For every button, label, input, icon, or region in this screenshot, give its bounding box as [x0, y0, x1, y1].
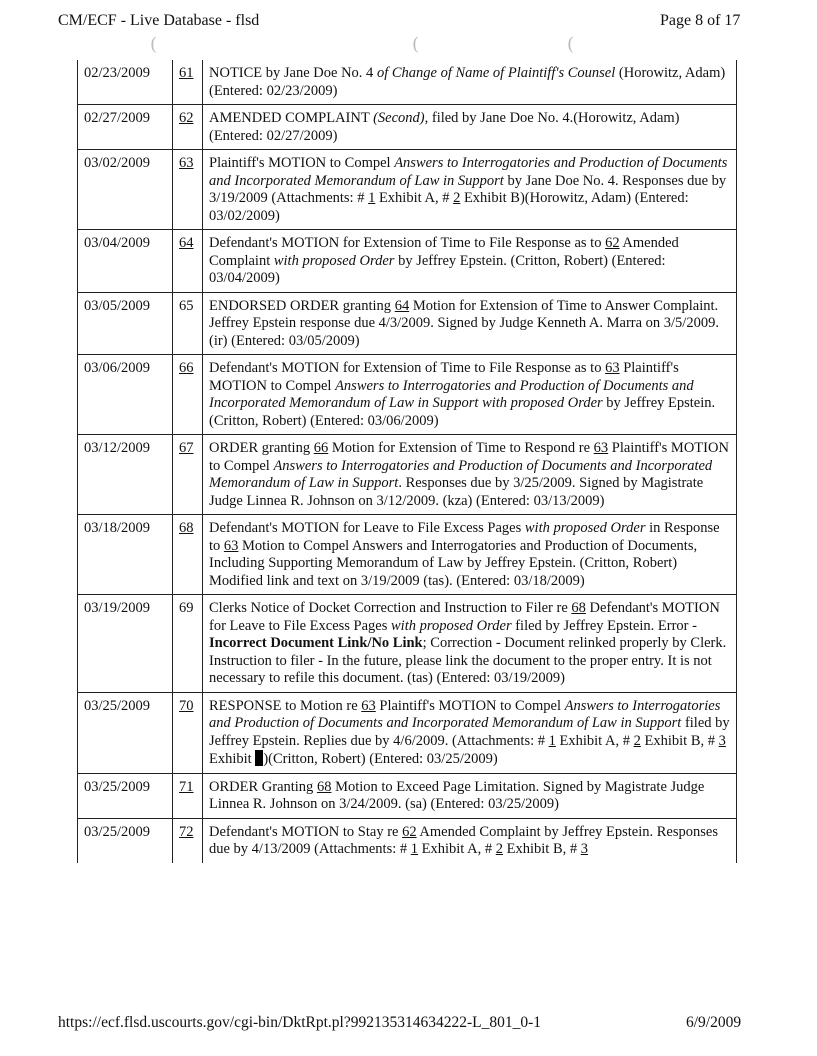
entry-text: Plaintiff's MOTION to Compel Answers to Interrogatories and Production of Documents and Incorporated Memorandum of Law in Support by Jane Doe No. 4. Responses due by 3/19/2009 (Attachments: # 1 Exhibit A, # 2 Exhibit B)(Horowitz, Adam) (Entered: 03/02/2009): [203, 150, 737, 230]
attachment-link[interactable]: 1: [368, 190, 376, 206]
entry-number: 69: [179, 600, 194, 616]
entry-number-link[interactable]: 62: [179, 110, 194, 126]
docket-ref-link[interactable]: 64: [394, 297, 410, 314]
entry-number-link[interactable]: 66: [179, 360, 194, 376]
attachment-link[interactable]: 2: [495, 841, 504, 857]
entry-date: 03/04/2009: [78, 230, 173, 293]
attachment-link[interactable]: 3: [580, 841, 589, 857]
docket-entry: [78, 692, 737, 773]
entry-date: 03/05/2009: [78, 292, 173, 355]
entry-text: ENDORSED ORDER granting 64 Motion for Extension of Time to Answer Complaint. Jeffrey Epstein response due 4/3/2009. Signed by Judge Kenneth A. Marra on 3/5/2009. (ir) (Entered: 03/05/2009): [203, 292, 737, 355]
docket-entry: [78, 435, 737, 515]
entry-date: 03/25/2009: [78, 818, 173, 863]
entry-number: 65: [179, 297, 194, 314]
entry-number-link[interactable]: 67: [179, 440, 194, 456]
entry-number-link[interactable]: 68: [179, 520, 194, 536]
scan-mark: (: [150, 34, 158, 55]
docket-table: [77, 60, 737, 863]
docket-entry: [78, 230, 737, 293]
entry-text: AMENDED COMPLAINT (Second), filed by Jane Doe No. 4.(Horowitz, Adam) (Entered: 02/27/2009): [203, 105, 737, 150]
footer-url: https://ecf.flsd.uscourts.gov/cgi-bin/DktRpt.pl?992135314634222-L_801_0-1: [58, 1014, 542, 1031]
entry-date: 02/27/2009: [78, 105, 173, 150]
entry-text: RESPONSE to Motion re 63 Plaintiff's MOTION to Compel Answers to Interrogatories and Production of Documents and Incorporated Memorandum of Law in Support filed by Jeffrey Epstein. Replies due by 4/6/2009. (Attachments: # 1 Exhibit A, # 2 Exhibit B, # 3 Exhibit )(Critton, Robert) (Entered: 03/25/2009): [203, 692, 737, 773]
entry-text: Defendant's MOTION for Extension of Time to File Response as to 62 Amended Complaint with proposed Order by Jeffrey Epstein. (Critton, Robert) (Entered: 03/04/2009): [203, 230, 737, 293]
entry-number-link[interactable]: 72: [179, 823, 194, 840]
entry-text: ORDER Granting 68 Motion to Exceed Page Limitation. Signed by Magistrate Judge Linnea R. Johnson on 3/24/2009. (sa) (Entered: 03/25/2009): [203, 773, 737, 818]
entry-date: 03/25/2009: [78, 773, 173, 818]
docket-ref-link[interactable]: 63: [593, 440, 609, 456]
docket-ref-link[interactable]: 68: [571, 600, 586, 616]
entry-date: 02/23/2009: [78, 60, 173, 105]
docket-ref-link[interactable]: 63: [605, 360, 620, 376]
entry-date: 03/19/2009: [78, 595, 173, 693]
docket-entry: [78, 60, 737, 105]
entry-text: ORDER granting 66 Motion for Extension of Time to Respond re 63 Plaintiff's MOTION to Compel Answers to Interrogatories and Production of Documents and Incorporated Memorandum of Law in Support. Responses due by 3/25/2009. Signed by Magistrate Judge Linnea R. Johnson on 3/12/2009. (kza) (Entered: 03/13/2009): [203, 435, 737, 515]
entry-number-link[interactable]: 64: [179, 235, 194, 251]
attachment-link[interactable]: 1: [548, 732, 556, 749]
docket-ref-link[interactable]: 66: [313, 440, 329, 456]
entry-text: Defendant's MOTION to Stay re 62 Amended Complaint by Jeffrey Epstein. Responses due by 4/13/2009 (Attachments: # 1 Exhibit A, # 2 Exhibit B, # 3: [203, 818, 737, 863]
docket-entry: [78, 515, 737, 595]
entry-text: Clerks Notice of Docket Correction and Instruction to Filer re 68 Defendant's MOTION for Leave to File Excess Pages with proposed Order filed by Jeffrey Epstein. Error - Incorrect Document Link/No Link; Correction - Document relinked properly by Clerk. Instruction to filer - In the future, please link the document to the proper entry. It is not necessary to refile this document. (tas) (Entered: 03/19/2009): [203, 595, 737, 693]
page-number: Page 8 of 17: [660, 12, 741, 29]
entry-text: Defendant's MOTION for Leave to File Excess Pages with proposed Order in Response to 63 Motion to Compel Answers and Interrogatories and Production of Documents, Including Supporting Memorandum of Law by Jeffrey Epstein. (Critton, Robert) Modified link and text on 3/19/2009 (tas). (Entered: 03/18/2009): [203, 515, 737, 595]
scan-mark: (: [567, 34, 575, 55]
docket-entry: [78, 595, 737, 693]
docket-entry: [78, 355, 737, 435]
entry-date: 03/12/2009: [78, 435, 173, 515]
entry-number-link[interactable]: 70: [179, 697, 194, 714]
docket-ref-link[interactable]: 68: [316, 778, 332, 795]
attachment-link[interactable]: 2: [633, 732, 641, 749]
entry-text: Defendant's MOTION for Extension of Time to File Response as to 63 Plaintiff's MOTION to Compel Answers to Interrogatories and Production of Documents and Incorporated Memorandum of Law in Support with proposed Order by Jeffrey Epstein. (Critton, Robert) (Entered: 03/06/2009): [203, 355, 737, 435]
docket-ref-link[interactable]: 63: [361, 697, 376, 714]
docket-entry: [78, 818, 737, 863]
attachment-link[interactable]: 2: [453, 190, 461, 206]
entry-date: 03/06/2009: [78, 355, 173, 435]
docket-ref-link[interactable]: 63: [223, 537, 239, 554]
docket-entry: [78, 773, 737, 818]
entry-date: 03/02/2009: [78, 150, 173, 230]
docket-ref-link[interactable]: 62: [402, 823, 417, 840]
docket-entry: [78, 105, 737, 150]
entry-number-link[interactable]: 71: [179, 778, 194, 795]
attachment-link[interactable]: 3: [718, 732, 726, 749]
entry-text: NOTICE by Jane Doe No. 4 of Change of Name of Plaintiff's Counsel (Horowitz, Adam) (Entered: 02/23/2009): [203, 60, 737, 105]
entry-date: 03/18/2009: [78, 515, 173, 595]
docket-entry: [78, 150, 737, 230]
docket-entry: [78, 292, 737, 355]
entry-date: 03/25/2009: [78, 692, 173, 773]
scan-mark: (: [412, 34, 420, 55]
docket-ref-link[interactable]: 62: [605, 235, 620, 251]
entry-number-link[interactable]: 63: [179, 155, 194, 171]
attachment-link[interactable]: 1: [410, 841, 419, 857]
entry-number-link[interactable]: 61: [179, 65, 194, 81]
header-title: CM/ECF - Live Database - flsd: [58, 12, 260, 29]
footer-date: 6/9/2009: [686, 1014, 742, 1031]
